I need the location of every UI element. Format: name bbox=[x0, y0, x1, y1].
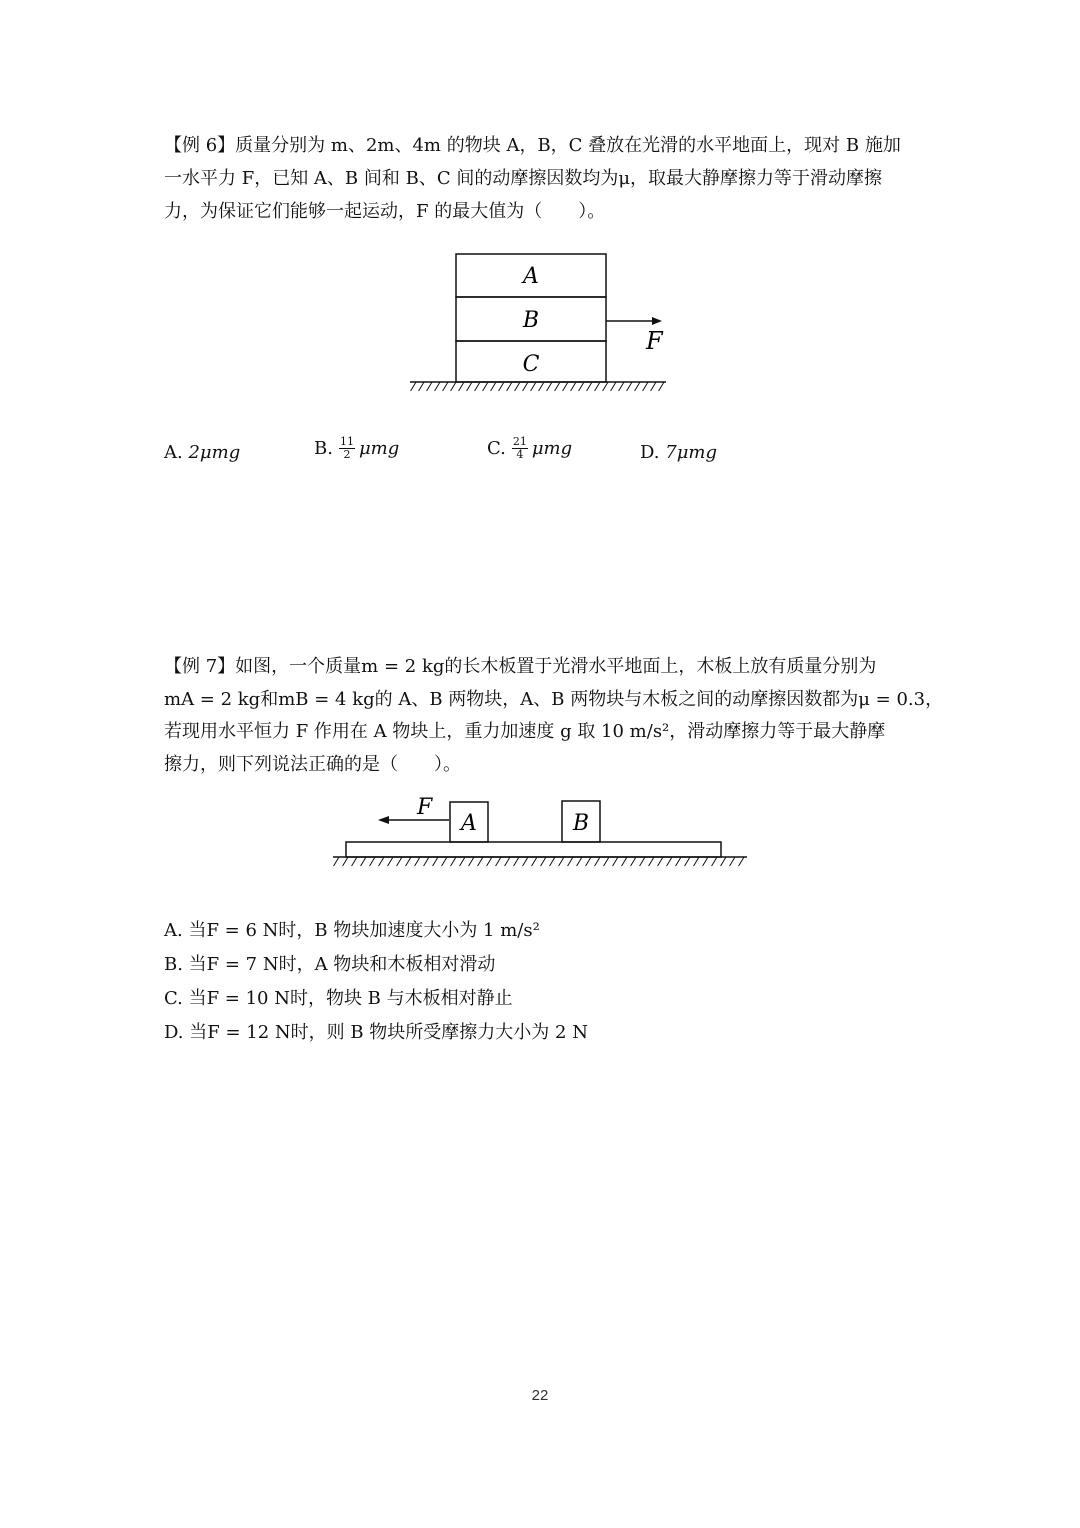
hatch-mark bbox=[388, 857, 393, 866]
hatch-mark bbox=[643, 382, 648, 391]
option-d bbox=[640, 442, 717, 463]
force-label: F bbox=[417, 795, 433, 820]
option-c bbox=[487, 436, 572, 461]
hatch-mark bbox=[443, 382, 448, 391]
option-value: 7μmg bbox=[665, 442, 717, 463]
hatch-mark bbox=[627, 382, 632, 391]
question-line: 力，为保证它们能够一起运动，F 的最大值为（ ）。 bbox=[164, 201, 606, 222]
option-label: D. bbox=[640, 442, 660, 463]
hatch-mark bbox=[659, 382, 664, 391]
block-c-label: C bbox=[522, 352, 540, 377]
hatch-mark bbox=[435, 382, 440, 391]
hatch-mark bbox=[694, 857, 699, 866]
long-board bbox=[346, 842, 721, 857]
hatch-mark bbox=[352, 857, 357, 866]
block-b-label: B bbox=[572, 811, 590, 836]
hatch-mark bbox=[586, 857, 591, 866]
hatch-mark bbox=[523, 857, 528, 866]
hatch-mark bbox=[649, 857, 654, 866]
hatch-mark bbox=[730, 857, 735, 866]
hatch-mark bbox=[514, 857, 519, 866]
hatch-mark bbox=[491, 382, 496, 391]
option-d: D. 当F = 12 N时，则 B 物块所受摩擦力大小为 2 N bbox=[164, 1022, 588, 1043]
hatch-mark bbox=[721, 857, 726, 866]
hatch-mark bbox=[640, 857, 645, 866]
question-line: 一水平力 F，已知 A、B 间和 B、C 间的动摩擦因数均为μ，取最大静摩擦力等于滑动摩擦 bbox=[164, 168, 883, 189]
denominator: 2 bbox=[343, 448, 351, 461]
example-7-figure bbox=[325, 792, 755, 872]
hatch-mark bbox=[603, 382, 608, 391]
hatch-mark bbox=[361, 857, 366, 866]
option-c: C. 当F = 10 N时，物块 B 与木板相对静止 bbox=[164, 988, 513, 1009]
hatch-mark bbox=[507, 382, 512, 391]
hatch-mark bbox=[451, 382, 456, 391]
arrow-head bbox=[378, 816, 389, 824]
hatch-mark bbox=[613, 857, 618, 866]
hatch-mark bbox=[555, 382, 560, 391]
hatch-mark bbox=[379, 857, 384, 866]
page-number: 22 bbox=[531, 1387, 549, 1404]
hatch-mark bbox=[579, 382, 584, 391]
hatch-mark bbox=[635, 382, 640, 391]
hatch-mark bbox=[475, 382, 480, 391]
hatch-mark bbox=[587, 382, 592, 391]
hatch-mark bbox=[424, 857, 429, 866]
hatch-mark bbox=[667, 857, 672, 866]
hatch-mark bbox=[559, 857, 564, 866]
option-a bbox=[164, 442, 240, 463]
hatch-mark bbox=[397, 857, 402, 866]
hatch-mark bbox=[515, 382, 520, 391]
hatch-mark bbox=[469, 857, 474, 866]
block-a-label: A bbox=[461, 811, 477, 836]
hatch-mark bbox=[370, 857, 375, 866]
hatch-mark bbox=[419, 382, 424, 391]
fraction bbox=[339, 436, 355, 461]
hatch-mark bbox=[631, 857, 636, 866]
hatch-mark bbox=[595, 857, 600, 866]
hatch-mark bbox=[712, 857, 717, 866]
option-label: C. bbox=[487, 438, 506, 459]
hatch-mark bbox=[611, 382, 616, 391]
fraction bbox=[512, 436, 528, 461]
example-6-figure bbox=[400, 245, 680, 400]
question-line: 擦力，则下列说法正确的是（ ）。 bbox=[164, 753, 461, 775]
option-value: μmg bbox=[531, 438, 573, 459]
question-line: 【例 7】如图，一个质量m = 2 kg的长木板置于光滑水平地面上，木板上放有质量分别为 bbox=[164, 656, 877, 677]
numerator: 21 bbox=[512, 435, 527, 448]
hatch-mark bbox=[411, 382, 416, 391]
hatch-mark bbox=[496, 857, 501, 866]
hatch-mark bbox=[451, 857, 456, 866]
example-6-question bbox=[164, 129, 924, 228]
hatch-mark bbox=[415, 857, 420, 866]
option-b bbox=[314, 436, 399, 461]
hatch-mark bbox=[604, 857, 609, 866]
denominator: 4 bbox=[516, 448, 524, 461]
hatch-mark bbox=[595, 382, 600, 391]
hatch-mark bbox=[532, 857, 537, 866]
option-label: A. bbox=[164, 442, 183, 463]
option-a: A. 当F = 6 N时，B 物块加速度大小为 1 m/s² bbox=[164, 920, 540, 941]
option-value: μmg bbox=[358, 438, 400, 459]
block-b-label: B bbox=[522, 308, 540, 333]
example-7-question bbox=[164, 651, 944, 781]
hatch-mark bbox=[442, 857, 447, 866]
hatch-mark bbox=[478, 857, 483, 866]
hatch-mark bbox=[571, 382, 576, 391]
hatch-mark bbox=[703, 857, 708, 866]
hatch-mark bbox=[676, 857, 681, 866]
hatch-mark bbox=[427, 382, 432, 391]
hatch-mark bbox=[577, 857, 582, 866]
numerator: 11 bbox=[339, 435, 354, 448]
hatch-mark bbox=[523, 382, 528, 391]
hatch-mark bbox=[505, 857, 510, 866]
hatch-mark bbox=[460, 857, 465, 866]
hatch-mark bbox=[334, 857, 339, 866]
hatch-mark bbox=[622, 857, 627, 866]
hatch-mark bbox=[483, 382, 488, 391]
question-line: 若现用水平恒力 F 作用在 A 物块上，重力加速度 g 取 10 m/s²，滑动摩擦力等于最大静摩 bbox=[164, 721, 886, 742]
example-7-options bbox=[164, 914, 588, 1050]
ground-hatch bbox=[411, 382, 664, 391]
hatch-mark bbox=[563, 382, 568, 391]
hatch-mark bbox=[406, 857, 411, 866]
question-line: 【例 6】质量分别为 m、2m、4m 的物块 A，B，C 叠放在光滑的水平地面上，现对 B 施加 bbox=[164, 135, 901, 156]
hatch-mark bbox=[541, 857, 546, 866]
hatch-mark bbox=[433, 857, 438, 866]
hatch-mark bbox=[550, 857, 555, 866]
hatch-mark bbox=[658, 857, 663, 866]
hatch-mark bbox=[568, 857, 573, 866]
option-label: B. bbox=[314, 438, 333, 459]
option-b: B. 当F = 7 N时，A 物块和木板相对滑动 bbox=[164, 954, 496, 975]
hatch-mark bbox=[619, 382, 624, 391]
hatch-mark bbox=[651, 382, 656, 391]
hatch-mark bbox=[467, 382, 472, 391]
ground-hatch bbox=[334, 857, 744, 866]
question-line: mA = 2 kg和mB = 4 kg的 A、B 两物块，A、B 两物块与木板之间的动摩擦因数都为μ = 0.3， bbox=[164, 688, 944, 710]
block-a-label: A bbox=[523, 264, 539, 289]
hatch-mark bbox=[499, 382, 504, 391]
hatch-mark bbox=[547, 382, 552, 391]
hatch-mark bbox=[539, 382, 544, 391]
hatch-mark bbox=[459, 382, 464, 391]
option-value: 2μmg bbox=[188, 442, 241, 463]
hatch-mark bbox=[739, 857, 744, 866]
hatch-mark bbox=[685, 857, 690, 866]
arrow-head bbox=[652, 317, 662, 325]
hatch-mark bbox=[343, 857, 348, 866]
hatch-mark bbox=[487, 857, 492, 866]
hatch-mark bbox=[531, 382, 536, 391]
force-label: F bbox=[646, 327, 663, 355]
